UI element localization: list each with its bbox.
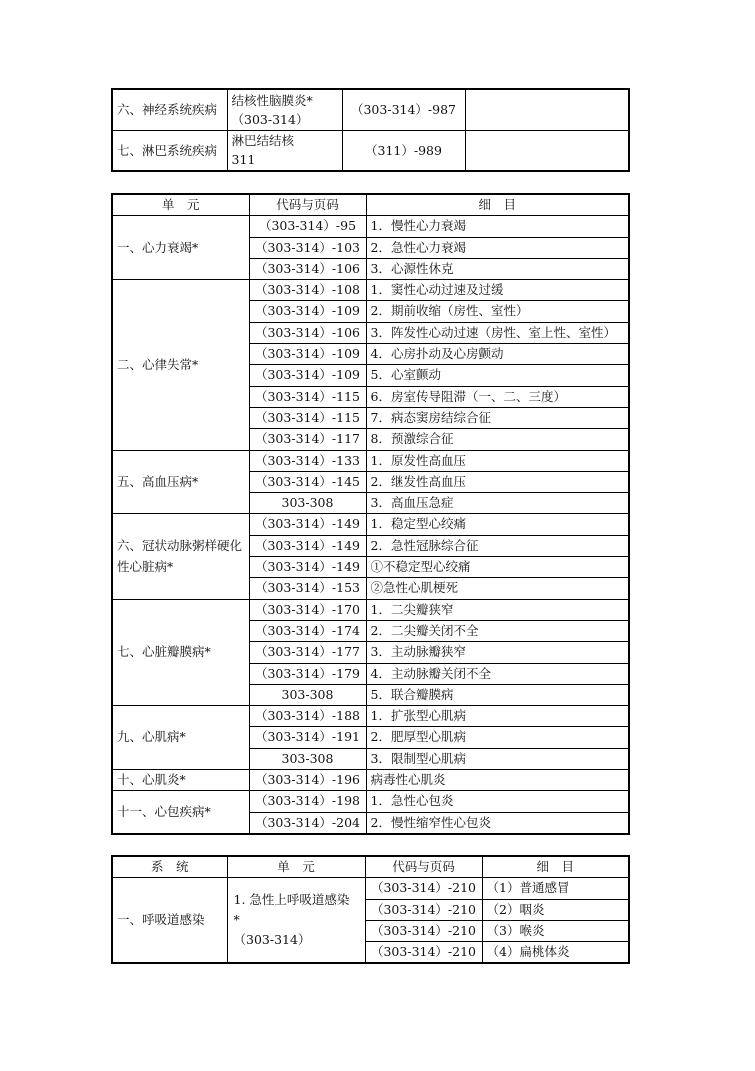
unit-cell: 二、心律失常* xyxy=(112,280,249,450)
cardiovascular-table-body xyxy=(112,216,629,834)
detail-cell: 1．稳定型心绞痛 xyxy=(366,514,629,535)
code-cell: 303-308 xyxy=(249,748,366,769)
detail-cell xyxy=(465,89,629,130)
detail-cell: （1）普通感冒 xyxy=(482,878,629,899)
detail-cell: ②急性心肌梗死 xyxy=(366,578,629,599)
detail-cell: 2．急性冠脉综合征 xyxy=(366,535,629,556)
code-cell: （303-314）-196 xyxy=(249,770,366,791)
code-cell: （303-314）-210 xyxy=(365,942,482,964)
code-cell: （303-314）-115 xyxy=(249,386,366,407)
table-row xyxy=(112,514,629,535)
unit-cell xyxy=(227,89,342,130)
detail-cell: 1．扩张型心肌病 xyxy=(366,706,629,727)
table-row xyxy=(112,599,629,620)
table-row xyxy=(112,770,629,791)
code-cell: （303-314）-95 xyxy=(249,216,366,237)
code-cell: （303-314）-177 xyxy=(249,642,366,663)
detail-cell: 7．病态窦房结综合征 xyxy=(366,407,629,428)
unit-cell xyxy=(227,130,342,171)
detail-cell: 8．预激综合征 xyxy=(366,429,629,450)
header-detail: 细 目 xyxy=(482,856,629,878)
detail-cell: 2．二尖瓣关闭不全 xyxy=(366,620,629,641)
code-cell: 303-308 xyxy=(249,493,366,514)
unit-cell: 一、心力衰竭* xyxy=(112,216,249,280)
detail-cell: 3．主动脉瓣狭窄 xyxy=(366,642,629,663)
detail-cell: 3．心源性休克 xyxy=(366,258,629,279)
code-cell: （303-314）-170 xyxy=(249,599,366,620)
unit-cell: 七、心脏瓣膜病* xyxy=(112,599,249,705)
table-row xyxy=(112,216,629,237)
detail-cell: （3）喉炎 xyxy=(482,920,629,941)
detail-cell: 1．急性心包炎 xyxy=(366,791,629,812)
code-cell: （303-314）-987 xyxy=(342,89,465,130)
detail-cell: 3．高血压急症 xyxy=(366,493,629,514)
unit-cell: 十、心肌炎* xyxy=(112,770,249,791)
table-header-row xyxy=(112,194,629,216)
system-cell: 七、淋巴系统疾病 xyxy=(112,130,227,171)
nervous-lymph-table xyxy=(111,88,630,172)
cardiovascular-table xyxy=(111,193,630,835)
unit-pages: （303-314） xyxy=(231,111,309,127)
code-cell: （303-314）-210 xyxy=(365,878,482,899)
unit-pages: （303-314） xyxy=(233,932,311,948)
code-cell: （303-314）-133 xyxy=(249,450,366,471)
table-row xyxy=(112,878,629,899)
code-cell: （303-314）-109 xyxy=(249,365,366,386)
detail-cell: 6．房室传导阻滞（一、二、三度） xyxy=(366,386,629,407)
table-header-row xyxy=(112,856,629,878)
code-cell: （303-314）-149 xyxy=(249,535,366,556)
system-cell: 一、呼吸道感染 xyxy=(112,878,227,964)
detail-cell: 4．主动脉瓣关闭不全 xyxy=(366,663,629,684)
unit-pages: 311 xyxy=(231,152,256,168)
code-cell: （303-314）-145 xyxy=(249,471,366,492)
detail-cell: 2．继发性高血压 xyxy=(366,471,629,492)
code-cell: （303-314）-174 xyxy=(249,620,366,641)
unit-name: 1. 急性上呼吸道感染 xyxy=(233,892,350,908)
code-cell: （303-314）-115 xyxy=(249,407,366,428)
detail-cell: 1．原发性高血压 xyxy=(366,450,629,471)
unit-cell: 九、心肌病* xyxy=(112,706,249,770)
unit-cell xyxy=(227,878,365,964)
detail-cell: 3．阵发性心动过速（房性、室上性、室性） xyxy=(366,322,629,343)
detail-cell: 2．急性心力衰竭 xyxy=(366,237,629,258)
system-cell: 六、神经系统疾病 xyxy=(112,89,227,130)
code-cell: （303-314）-210 xyxy=(365,899,482,920)
detail-cell: 2．慢性缩窄性心包炎 xyxy=(366,812,629,834)
detail-cell: 1．二尖瓣狭窄 xyxy=(366,599,629,620)
detail-cell: 3．限制型心肌病 xyxy=(366,748,629,769)
detail-cell: 4．心房扑动及心房颤动 xyxy=(366,344,629,365)
table-row xyxy=(112,706,629,727)
code-cell: （303-314）-106 xyxy=(249,322,366,343)
code-cell: （303-314）-191 xyxy=(249,727,366,748)
code-cell: （303-314）-204 xyxy=(249,812,366,834)
code-cell: （303-314）-109 xyxy=(249,301,366,322)
detail-cell: 2．期前收缩（房性、室性） xyxy=(366,301,629,322)
header-code: 代码与页码 xyxy=(365,856,482,878)
header-unit: 单 元 xyxy=(227,856,365,878)
code-cell: （303-314）-103 xyxy=(249,237,366,258)
code-cell: （303-314）-106 xyxy=(249,258,366,279)
unit-cell: 六、冠状动脉粥样硬化性心脏病* xyxy=(112,514,249,599)
unit-name: 淋巴结结核 xyxy=(231,133,295,149)
unit-cell: 十一、心包疾病* xyxy=(112,791,249,834)
table-row xyxy=(112,130,629,171)
detail-cell xyxy=(465,130,629,171)
unit-mark: * xyxy=(233,912,240,928)
code-cell: （303-314）-210 xyxy=(365,920,482,941)
detail-cell: 5．心室颤动 xyxy=(366,365,629,386)
code-cell: （303-314）-149 xyxy=(249,514,366,535)
code-cell: （303-314）-153 xyxy=(249,578,366,599)
header-system: 系 统 xyxy=(112,856,227,878)
code-cell: （303-314）-198 xyxy=(249,791,366,812)
code-cell: （303-314）-109 xyxy=(249,344,366,365)
table-row xyxy=(112,791,629,812)
code-cell: （303-314）-117 xyxy=(249,429,366,450)
table-row xyxy=(112,89,629,130)
detail-cell: ①不稳定型心绞痛 xyxy=(366,557,629,578)
detail-cell: 1．窦性心动过速及过缓 xyxy=(366,280,629,301)
detail-cell: （4）扁桃体炎 xyxy=(482,942,629,964)
detail-cell: （2）咽炎 xyxy=(482,899,629,920)
header-unit: 单 元 xyxy=(112,194,249,216)
table-row xyxy=(112,280,629,301)
detail-cell: 5．联合瓣膜病 xyxy=(366,684,629,705)
detail-cell: 1．慢性心力衰竭 xyxy=(366,216,629,237)
code-cell: （303-314）-188 xyxy=(249,706,366,727)
detail-cell: 病毒性心肌炎 xyxy=(366,770,629,791)
header-code: 代码与页码 xyxy=(249,194,366,216)
unit-cell: 五、高血压病* xyxy=(112,450,249,514)
code-cell: （303-314）-149 xyxy=(249,557,366,578)
code-cell: （303-314）-108 xyxy=(249,280,366,301)
table-row xyxy=(112,450,629,471)
code-cell: 303-308 xyxy=(249,684,366,705)
code-cell: （311）-989 xyxy=(342,130,465,171)
header-detail: 细 目 xyxy=(366,194,629,216)
respiratory-table xyxy=(111,855,630,964)
unit-name: 结核性脑膜炎* xyxy=(231,92,313,108)
code-cell: （303-314）-179 xyxy=(249,663,366,684)
detail-cell: 2．肥厚型心肌病 xyxy=(366,727,629,748)
